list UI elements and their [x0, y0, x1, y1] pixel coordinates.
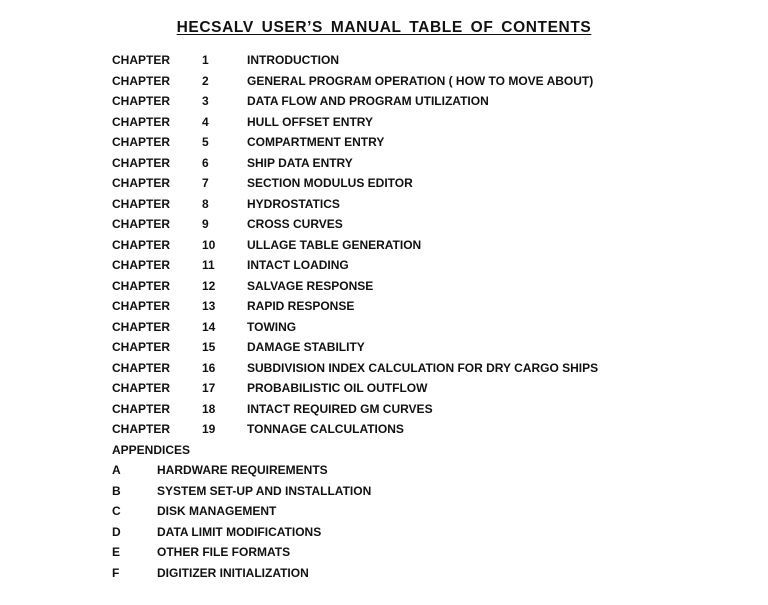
appendix-title: DISK MANAGEMENT [157, 504, 277, 518]
chapter-title: TOWING [247, 319, 297, 334]
chapter-label: CHAPTER [112, 340, 171, 354]
toc-chapter-row [112, 337, 752, 358]
toc-chapter-row [112, 132, 752, 153]
appendices-heading-row [112, 440, 752, 461]
toc-chapter-row [112, 71, 752, 92]
toc-chapter-row [112, 419, 752, 440]
toc-appendix-row [112, 563, 752, 584]
toc-chapter-row [112, 50, 752, 71]
chapter-label: CHAPTER [112, 299, 171, 313]
toc-chapter-row [112, 296, 752, 317]
toc-appendix-row [112, 522, 752, 543]
chapter-number: 13 [202, 299, 216, 313]
chapter-title: PROBABILISTIC OIL OUTFLOW [247, 381, 428, 395]
chapter-title: CROSS CURVES [247, 217, 343, 231]
toc-chapter-row [112, 255, 752, 276]
chapter-number: 7 [202, 176, 209, 190]
chapter-number: 3 [202, 94, 209, 108]
toc-chapter-row [112, 399, 752, 420]
toc-chapter-row [112, 378, 752, 399]
toc-chapter-row [112, 358, 752, 379]
chapter-title: SHIP DATA ENTRY [247, 155, 353, 170]
chapter-label: CHAPTER [112, 237, 171, 252]
chapter-label: CHAPTER [112, 319, 171, 334]
chapter-label: CHAPTER [112, 176, 171, 190]
chapter-title: INTRODUCTION [247, 53, 339, 67]
appendix-title: DATA LIMIT MODIFICATIONS [157, 524, 322, 539]
chapter-label: CHAPTER [112, 73, 171, 88]
toc-chapter-row [112, 235, 752, 256]
chapter-label: CHAPTER [112, 53, 171, 67]
appendix-letter: A [112, 463, 121, 477]
toc-chapter-row [112, 317, 752, 338]
chapter-number: 8 [202, 196, 209, 211]
chapter-title: ULLAGE TABLE GENERATION [247, 237, 422, 252]
appendix-letter: C [112, 504, 121, 518]
toc-appendix-row [112, 501, 752, 522]
chapter-title: HULL OFFSET ENTRY [247, 114, 373, 129]
chapter-title: GENERAL PROGRAM OPERATION ( HOW TO MOVE ABOUT) [247, 73, 594, 88]
chapter-title: DAMAGE STABILITY [247, 340, 365, 354]
chapter-number: 12 [202, 278, 216, 293]
chapter-label: CHAPTER [112, 196, 171, 211]
chapter-title: SUBDIVISION INDEX CALCULATION FOR DRY CARGO SHIPS [247, 360, 599, 375]
chapter-number: 11 [202, 258, 215, 272]
chapter-title: HYDROSTATICS [247, 196, 340, 211]
chapter-title: RAPID RESPONSE [247, 299, 355, 313]
appendix-title: DIGITIZER INITIALIZATION [157, 565, 309, 580]
chapter-label: CHAPTER [112, 258, 171, 272]
chapter-label: CHAPTER [112, 155, 171, 170]
chapter-title: COMPARTMENT ENTRY [247, 135, 385, 149]
appendix-letter: D [112, 524, 121, 539]
chapter-number: 18 [202, 401, 216, 416]
chapter-number: 5 [202, 135, 209, 149]
toc-appendix-row [112, 460, 752, 481]
appendix-letter: E [112, 545, 121, 559]
chapter-label: CHAPTER [112, 94, 171, 108]
chapter-title: INTACT LOADING [247, 258, 349, 272]
chapter-label: CHAPTER [112, 114, 171, 129]
chapter-number: 17 [202, 381, 216, 395]
appendix-letter: F [112, 565, 120, 580]
chapter-label: CHAPTER [112, 360, 171, 375]
toc-chapter-row [112, 153, 752, 174]
chapter-number: 6 [202, 155, 209, 170]
chapter-title: INTACT REQUIRED GM CURVES [247, 401, 433, 416]
chapter-title: SALVAGE RESPONSE [247, 278, 374, 293]
chapter-number: 19 [202, 422, 216, 436]
toc-chapter-row [112, 214, 752, 235]
appendix-title: HARDWARE REQUIREMENTS [157, 463, 328, 477]
chapter-number: 15 [202, 340, 216, 354]
table-of-contents [112, 50, 752, 583]
toc-chapter-row [112, 112, 752, 133]
chapter-number: 1 [202, 53, 209, 67]
chapter-title: TONNAGE CALCULATIONS [247, 422, 404, 436]
toc-chapter-row [112, 194, 752, 215]
chapter-number: 4 [202, 114, 209, 129]
page-title [0, 19, 768, 37]
appendix-title: OTHER FILE FORMATS [157, 545, 291, 559]
page-title-text: HECSALV USER’S MANUAL TABLE OF CONTENTS [176, 19, 592, 36]
chapter-number: 10 [202, 237, 216, 252]
chapter-number: 2 [202, 73, 209, 88]
chapter-title: DATA FLOW AND PROGRAM UTILIZATION [247, 94, 489, 108]
toc-chapter-row [112, 91, 752, 112]
appendix-letter: B [112, 483, 121, 498]
chapter-number: 14 [202, 319, 216, 334]
chapter-title: SECTION MODULUS EDITOR [247, 176, 413, 190]
chapter-label: CHAPTER [112, 401, 171, 416]
appendix-title: SYSTEM SET-UP AND INSTALLATION [157, 483, 372, 498]
toc-chapter-row [112, 173, 752, 194]
chapter-label: CHAPTER [112, 135, 171, 149]
chapter-label: CHAPTER [112, 217, 171, 231]
chapter-label: CHAPTER [112, 381, 171, 395]
chapter-number: 16 [202, 360, 216, 375]
chapter-label: CHAPTER [112, 422, 171, 436]
toc-chapter-row [112, 276, 752, 297]
toc-appendix-row [112, 542, 752, 563]
appendices-heading: APPENDICES [112, 442, 191, 457]
chapter-label: CHAPTER [112, 278, 171, 293]
toc-appendix-row [112, 481, 752, 502]
chapter-number: 9 [202, 217, 209, 231]
